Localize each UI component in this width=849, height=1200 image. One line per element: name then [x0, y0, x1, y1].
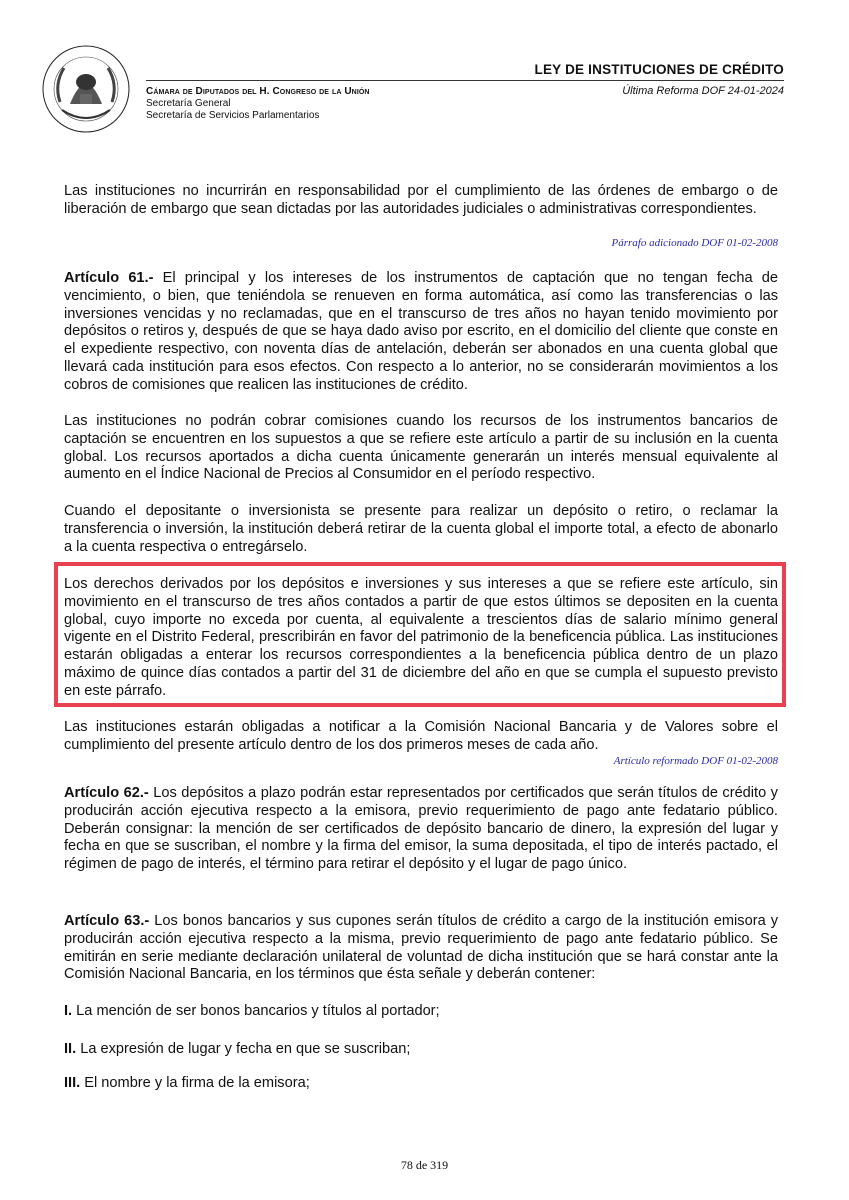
list-item: II. La expresión de lugar y fecha en que se suscriban;: [64, 1041, 411, 1057]
list-item: III. El nombre y la firma de la emisora;: [64, 1075, 310, 1091]
department-general: Secretaría General: [146, 98, 231, 109]
department-parliamentary: Secretaría de Servicios Parlamentarios: [146, 110, 320, 121]
chamber-name: Cámara de Diputados del H. Congreso de la Unión: [146, 86, 370, 97]
article-61-label: Artículo 61.-: [64, 270, 154, 286]
paragraph-commissions: Las instituciones no podrán cobrar comisiones cuando los recursos de los instrumentos bancarios de captación se encuentren en los supuestos a que se refiere este artículo a partir de su inclusión en la cuenta global. Los recursos aportados a dicha cuenta únicamente generarán un interés mensual equivalente al aumento en el Índice Nacional de Precios al Consumidor en el período respectivo.: [64, 413, 778, 483]
article-62-text: Los depósitos a plazo podrán estar representados por certificados que serán títulos de crédito y producirán acción ejecutiva respecto a la emisora, previo requerimiento de pago ante fedatario público. Deberán consignar: la mención de ser certificados de depósito bancario de dinero, la expresión del lugar y fecha en que se suscriban, el nombre y la firma del emisor, la suma depositada, el tipo de interés pactado, el régimen de pago de interés, el término para retirar el depósito y el lugar de pago único.: [64, 785, 778, 873]
article-63-text: Los bonos bancarios y sus cupones serán títulos de crédito a cargo de la institución emisora y producirán acción ejecutiva respecto a la misma, previo requerimiento de pago ante fedatario público. Se emitirán en serie mediante declaración unilateral de voluntad de dicha institución que se hará constar ante la Comisión Nacional Bancaria, en los términos que ésta señale y deberán contener:: [64, 913, 778, 983]
header-rule: [146, 80, 784, 81]
article-62: [64, 785, 778, 874]
last-reform-date: Última Reforma DOF 24-01-2024: [622, 85, 784, 97]
list-item: I. La mención de ser bonos bancarios y títulos al portador;: [64, 1003, 440, 1019]
paragraph-embargo: Las instituciones no incurrirán en responsabilidad por el cumplimiento de las órdenes de embargo o de liberación de embargo que sean dictadas por las autoridades judiciales o administrativas correspondientes.: [64, 183, 778, 217]
paragraph-depositor: Cuando el depositante o inversionista se presente para realizar un depósito o retiro, o reclamar la transferencia o inversión, la institución deberá retirar de la cuenta global el importe total, a efecto de abonarlo a la cuenta respectiva o entregárselo.: [64, 503, 778, 555]
article-63-label: Artículo 63.-: [64, 913, 150, 929]
article-62-label: Artículo 62.-: [64, 785, 149, 801]
paragraph-notify: Las instituciones estarán obligadas a notificar a la Comisión Nacional Bancaria y de Valores sobre el cumplimiento del presente artículo dentro de los dos primeros meses de cada año.: [64, 719, 778, 753]
chamber-info: [146, 86, 370, 122]
article-61-text: El principal y los intereses de los instrumentos de captación que no tengan fecha de vencimiento, o bien, que teniéndola se renueven en forma automática, así como las transferencias o las inversiones vencidas y no reclamadas, que en el transcurso de tres años no hayan tenido movimiento por depósitos o retiros y, después de que se haya dado aviso por escrito, en el domicilio del cliente que conste en el expediente respectivo, con noventa días de antelación, deberán ser abonados en una cuenta global que llevará cada institución para esos efectos. Con respecto a lo anterior, no se considerarán movimientos a los cobros de comisiones que realicen las instituciones de crédito.: [64, 270, 778, 393]
reform-note: Artículo reformado DOF 01-02-2008: [613, 755, 778, 767]
mexican-coat-of-arms-seal: [40, 44, 132, 134]
document-header: [40, 44, 784, 134]
article-61: [64, 270, 778, 395]
article-63: [64, 913, 778, 984]
paragraph-prescription: Los derechos derivados por los depósitos e inversiones y sus intereses a que se refiere este artículo, sin movimiento en el transcurso de tres años contados a partir de que estos últimos se depositen en la cuenta global, cuyo importe no exceda por cuenta, al equivalente a trescientos días de salario mínimo general vigente en el Distrito Federal, prescribirán en favor del patrimonio de la beneficencia pública. Las instituciones estarán obligadas a enterar los recursos correspondientes a la beneficencia pública dentro de un plazo máximo de quince días contados a partir del 31 de diciembre del año en que se cumpla el supuesto previsto en este párrafo.: [64, 576, 778, 699]
law-title: LEY DE INSTITUCIONES DE CRÉDITO: [534, 62, 784, 77]
amendment-note: Párrafo adicionado DOF 01-02-2008: [611, 237, 778, 249]
page-number: 78 de 319: [400, 1158, 449, 1172]
